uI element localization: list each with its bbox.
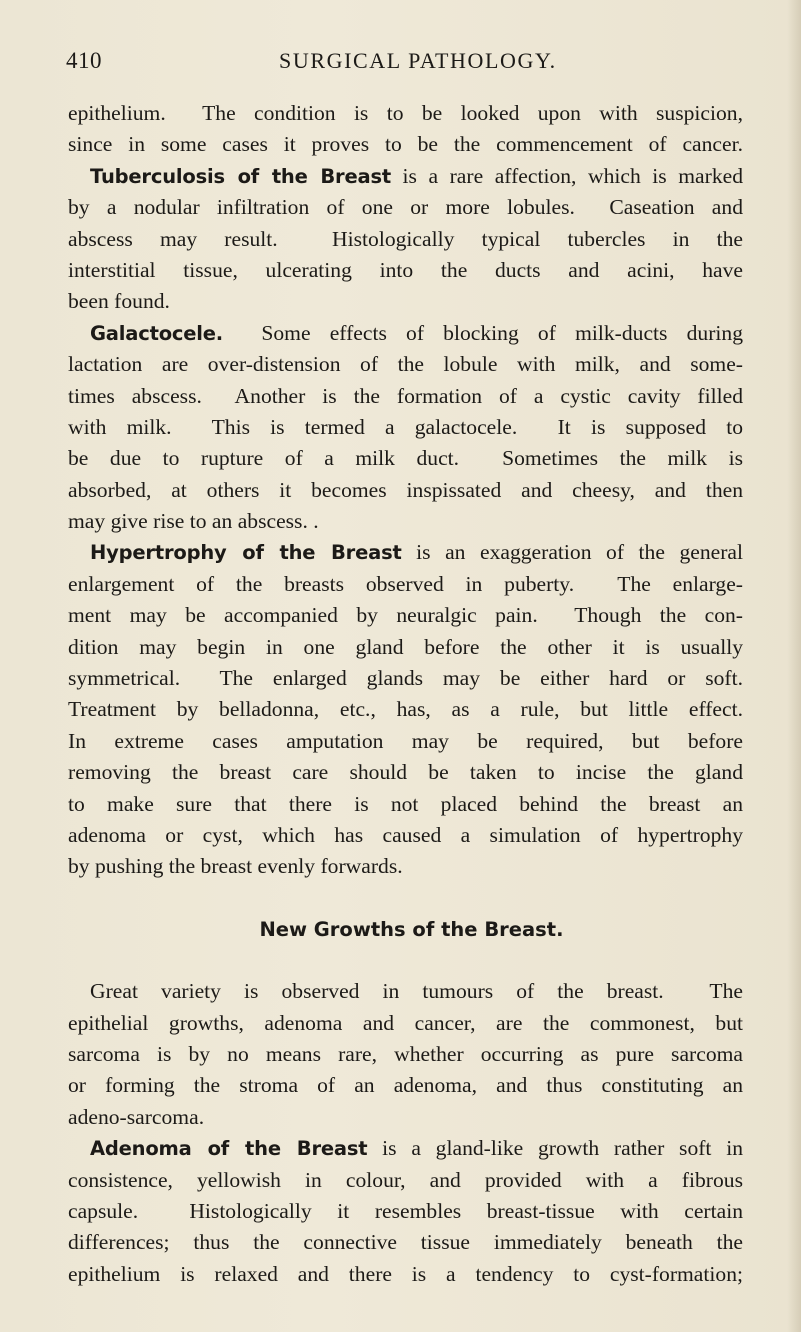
text-line bbox=[68, 569, 743, 600]
line-text: interstitial tissue, ulcerating into the ducts and acini, have bbox=[68, 257, 743, 282]
text-line bbox=[68, 1259, 743, 1290]
line-text: In extreme cases amputation may be required, but before bbox=[68, 728, 743, 753]
text-block-conditions bbox=[68, 98, 743, 883]
line-text: ment may be accompanied by neuralgic pain. Though the con- bbox=[68, 603, 743, 628]
line-text: times abscess. Another is the formation of a cystic cavity filled bbox=[68, 383, 743, 408]
line-text: Treatment by belladonna, etc., has, as a rule, but little effect. bbox=[68, 697, 743, 722]
text-line bbox=[68, 475, 743, 506]
page-header bbox=[66, 48, 766, 84]
text-line bbox=[68, 506, 743, 537]
paragraph-lead: Tuberculosis of the Breast bbox=[90, 164, 391, 188]
line-text: Great variety is observed in tumours of the breast. The bbox=[90, 979, 743, 1004]
text-line bbox=[68, 129, 743, 160]
text-line bbox=[68, 757, 743, 788]
text-line bbox=[68, 1165, 743, 1196]
line-text: is a gland-like growth rather soft in bbox=[367, 1136, 743, 1161]
line-text: is an exaggeration of the general bbox=[401, 540, 743, 565]
paragraph-lead: Galactocele. bbox=[90, 321, 223, 345]
text-line bbox=[68, 600, 743, 631]
line-text: with milk. This is termed a galactocele. It is supposed to bbox=[68, 414, 743, 439]
text-line bbox=[68, 663, 743, 694]
line-text: dition may begin in one gland before the other it is usually bbox=[68, 634, 743, 659]
line-text: enlargement of the breasts observed in puberty. The enlarge- bbox=[68, 571, 743, 596]
text-line bbox=[68, 1008, 743, 1039]
text-line bbox=[68, 789, 743, 820]
text-line bbox=[68, 286, 743, 317]
paragraph-lead: Adenoma of the Breast bbox=[90, 1137, 368, 1161]
text-line bbox=[68, 1196, 743, 1227]
text-line bbox=[68, 632, 743, 663]
page-edge-shadow bbox=[787, 0, 801, 1332]
page-number: 410 bbox=[66, 48, 102, 73]
body-text bbox=[68, 98, 743, 1290]
line-text: differences; thus the connective tissue immediately beneath the bbox=[68, 1230, 743, 1255]
line-text: been found. bbox=[68, 289, 170, 314]
paragraph-lead: Hypertrophy of the Breast bbox=[90, 541, 402, 565]
line-text: be due to rupture of a milk duct. Sometimes the milk is bbox=[68, 446, 743, 471]
line-text: epithelium is relaxed and there is a tendency to cyst-formation; bbox=[68, 1261, 743, 1286]
text-line bbox=[68, 1227, 743, 1258]
text-line bbox=[68, 192, 743, 223]
running-head: SURGICAL PATHOLOGY. bbox=[279, 48, 557, 73]
text-line bbox=[68, 318, 743, 349]
line-text: since in some cases it proves to be the commencement of cancer. bbox=[68, 132, 743, 157]
line-text: lactation are over-distension of the lobule with milk, and some- bbox=[68, 352, 743, 377]
line-text: by pushing the breast evenly forwards. bbox=[68, 854, 403, 879]
text-block-new-growths bbox=[68, 976, 743, 1290]
line-text: adenoma or cyst, which has caused a simulation of hypertrophy bbox=[68, 822, 743, 847]
text-line bbox=[68, 1102, 743, 1133]
line-text: sarcoma is by no means rare, whether occurring as pure sarcoma bbox=[68, 1041, 743, 1066]
line-text: epithelium. The condition is to be looked upon with suspicion, bbox=[68, 101, 743, 125]
line-text: symmetrical. The enlarged glands may be either hard or soft. bbox=[68, 666, 743, 691]
line-text: or forming the stroma of an adenoma, and thus constituting an bbox=[68, 1073, 743, 1098]
line-text: adeno-sarcoma. bbox=[68, 1104, 205, 1129]
line-text: capsule. Histologically it resembles breast-tissue with certain bbox=[68, 1198, 743, 1223]
line-text: consistence, yellowish in colour, and provided with a fibrous bbox=[68, 1167, 743, 1192]
line-text: abscess may result. Histologically typical tubercles in the bbox=[68, 226, 743, 251]
line-text: by a nodular infiltration of one or more lobules. Caseation and bbox=[68, 195, 743, 220]
text-line bbox=[68, 1039, 743, 1070]
text-line bbox=[68, 98, 743, 129]
text-line bbox=[68, 537, 743, 568]
text-line bbox=[68, 976, 743, 1007]
line-text: removing the breast care should be taken to incise the gland bbox=[68, 760, 743, 785]
text-line bbox=[68, 1133, 743, 1164]
text-line bbox=[68, 1070, 743, 1101]
line-text: epithelial growths, adenoma and cancer, are the commonest, but bbox=[68, 1010, 743, 1035]
text-line bbox=[68, 412, 743, 443]
text-line bbox=[68, 443, 743, 474]
line-text: is a rare affection, which is marked bbox=[390, 163, 743, 188]
line-text: Some effects of blocking of milk-ducts during bbox=[223, 320, 743, 345]
section-heading: New Growths of the Breast. bbox=[259, 917, 564, 941]
text-line bbox=[68, 161, 743, 192]
line-text: may give rise to an abscess. . bbox=[68, 509, 319, 534]
text-line bbox=[68, 381, 743, 412]
text-line bbox=[68, 349, 743, 380]
text-line bbox=[68, 224, 743, 255]
text-line bbox=[68, 851, 743, 882]
text-line bbox=[68, 820, 743, 851]
text-line bbox=[68, 255, 743, 286]
text-line bbox=[68, 694, 743, 725]
text-line bbox=[68, 726, 743, 757]
line-text: to make sure that there is not placed behind the breast an bbox=[68, 791, 743, 816]
line-text: absorbed, at others it becomes inspissated and cheesy, and then bbox=[68, 477, 743, 502]
